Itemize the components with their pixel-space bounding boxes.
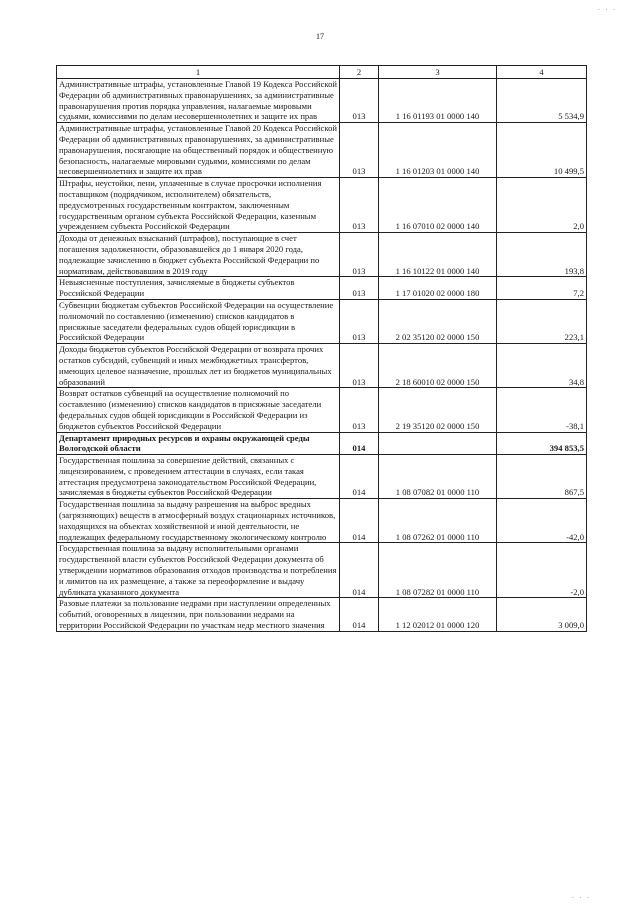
row-amount-cell: 394 853,5 <box>497 432 587 455</box>
row-kbk-cell: 1 08 07262 01 0000 110 <box>379 499 497 543</box>
table-row <box>57 233 587 277</box>
row-amount-cell: -42,0 <box>497 499 587 543</box>
corner-mark-top: . . . <box>598 4 617 12</box>
row-amount-cell: 34,8 <box>497 344 587 388</box>
row-kbk-cell <box>379 432 497 455</box>
row-code-cell: 014 <box>340 598 379 631</box>
row-kbk-cell: 2 18 60010 02 0000 150 <box>379 344 497 388</box>
table-row <box>57 499 587 543</box>
row-kbk-cell: 2 19 35120 02 0000 150 <box>379 388 497 432</box>
row-amount-cell: 867,5 <box>497 455 587 499</box>
department-row <box>57 432 587 455</box>
row-kbk-cell: 1 12 02012 01 0000 120 <box>379 598 497 631</box>
table-row <box>57 79 587 123</box>
header-col-4: 4 <box>497 66 587 79</box>
budget-revenue-table <box>56 65 587 632</box>
row-code-cell: 014 <box>340 455 379 499</box>
row-amount-cell: 10 499,5 <box>497 123 587 178</box>
row-amount-cell: 7,2 <box>497 277 587 300</box>
row-kbk-cell: 1 16 01203 01 0000 140 <box>379 123 497 178</box>
row-name-cell: Штрафы, неустойки, пени, уплаченные в случае просрочки исполнения поставщиком (подрядчиком, исполнителем) обязательств, предусмотренных государственным контрактом, заключенным государственным органом субъекта Российской Федерации, казенным учреждением субъекта Российской Федерации <box>57 178 340 233</box>
row-name-cell: Разовые платежи за пользование недрами при наступлении определенных событий, оговоренных в лицензии, при пользовании недрами на территории Российской Федерации по участкам недр местного значения <box>57 598 340 631</box>
header-col-3: 3 <box>379 66 497 79</box>
row-name-cell: Государственная пошлина за выдачу разрешения на выброс вредных (загрязняющих) веществ в атмосферный воздух стационарных источников, находящихся на объектах хозяйственной и иной деятельности, не подлежащих федеральному государственному экологическому контролю <box>57 499 340 543</box>
row-name-cell: Государственная пошлина за выдачу исполнительными органами государственной власти субъектов Российской Федерации документа об утверждении нормативов образования отходов производства и потребления и лимитов на их размещение, а также за переоформление и выдачу дубликата указанного документа <box>57 543 340 598</box>
row-name-cell: Государственная пошлина за совершение действий, связанных с лицензированием, с проведением аттестации в случаях, если такая аттестация предусмотрена законодательством Российской Федерации, зачисляемая в бюджеты субъектов Российской Федерации <box>57 455 340 499</box>
row-code-cell: 013 <box>340 233 379 277</box>
row-kbk-cell: 2 02 35120 02 0000 150 <box>379 299 497 343</box>
row-code-cell: 013 <box>340 299 379 343</box>
row-code-cell: 014 <box>340 543 379 598</box>
row-code-cell: 014 <box>340 432 379 455</box>
row-amount-cell: 3 009,0 <box>497 598 587 631</box>
table-row <box>57 388 587 432</box>
row-code-cell: 013 <box>340 79 379 123</box>
table-row <box>57 455 587 499</box>
row-name-cell: Департамент природных ресурсов и охраны окружающей среды Вологодской области <box>57 432 340 455</box>
row-kbk-cell: 1 08 07082 01 0000 110 <box>379 455 497 499</box>
row-kbk-cell: 1 16 07010 02 0000 140 <box>379 178 497 233</box>
page-number: 17 <box>316 32 324 41</box>
table-row <box>57 598 587 631</box>
row-amount-cell: 2,0 <box>497 178 587 233</box>
table-row <box>57 178 587 233</box>
row-name-cell: Субвенции бюджетам субъектов Российской Федерации на осуществление полномочий по составлению (изменению) списков кандидатов в присяжные заседатели федеральных судов общей юрисдикции в Российской Федерации <box>57 299 340 343</box>
header-col-2: 2 <box>340 66 379 79</box>
row-kbk-cell: 1 17 01020 02 0000 180 <box>379 277 497 300</box>
row-amount-cell: 5 534,9 <box>497 79 587 123</box>
row-code-cell: 013 <box>340 388 379 432</box>
row-name-cell: Доходы бюджетов субъектов Российской Федерации от возврата прочих остатков субсидий, субвенций и иных межбюджетных трансфертов, имеющих целевое назначение, прошлых лет из бюджетов муниципальных образований <box>57 344 340 388</box>
row-code-cell: 013 <box>340 344 379 388</box>
row-name-cell: Административные штрафы, установленные Главой 20 Кодекса Российской Федерации об административных правонарушениях, за административные правонарушения, посягающие на общественный порядок и общественную безопасность, налагаемые мировыми судьями, комиссиями по делам несовершеннолетних и защите их прав <box>57 123 340 178</box>
row-code-cell: 013 <box>340 178 379 233</box>
row-code-cell: 014 <box>340 499 379 543</box>
header-col-1: 1 <box>57 66 340 79</box>
row-name-cell: Возврат остатков субвенций на осуществление полномочий по составлению (изменению) списков кандидатов в присяжные заседатели федеральных судов общей юрисдикции в Российской Федерации из бюджетов субъектов Российской Федерации <box>57 388 340 432</box>
table-row <box>57 344 587 388</box>
row-amount-cell: 223,1 <box>497 299 587 343</box>
row-kbk-cell: 1 16 10122 01 0000 140 <box>379 233 497 277</box>
row-amount-cell: -2,0 <box>497 543 587 598</box>
row-amount-cell: 193,8 <box>497 233 587 277</box>
table-row <box>57 277 587 300</box>
row-name-cell: Невыясненные поступления, зачисляемые в бюджеты субъектов Российской Федерации <box>57 277 340 300</box>
row-kbk-cell: 1 16 01193 01 0000 140 <box>379 79 497 123</box>
row-code-cell: 013 <box>340 277 379 300</box>
table-header-row <box>57 66 587 79</box>
corner-mark-bottom: . . . <box>572 892 591 900</box>
row-amount-cell: -38,1 <box>497 388 587 432</box>
row-name-cell: Доходы от денежных взысканий (штрафов), поступающие в счет погашения задолженности, образовавшейся до 1 января 2020 года, подлежащие зачислению в бюджет субъекта Российской Федерации по нормативам, действовавшим в 2019 году <box>57 233 340 277</box>
row-name-cell: Административные штрафы, установленные Главой 19 Кодекса Российской Федерации об административных правонарушениях, за административные правонарушения против порядка управления, налагаемые мировыми судьями, комиссиями по делам несовершеннолетних и защите их прав <box>57 79 340 123</box>
row-kbk-cell: 1 08 07282 01 0000 110 <box>379 543 497 598</box>
row-code-cell: 013 <box>340 123 379 178</box>
table-row <box>57 299 587 343</box>
table-row <box>57 123 587 178</box>
table-row <box>57 543 587 598</box>
